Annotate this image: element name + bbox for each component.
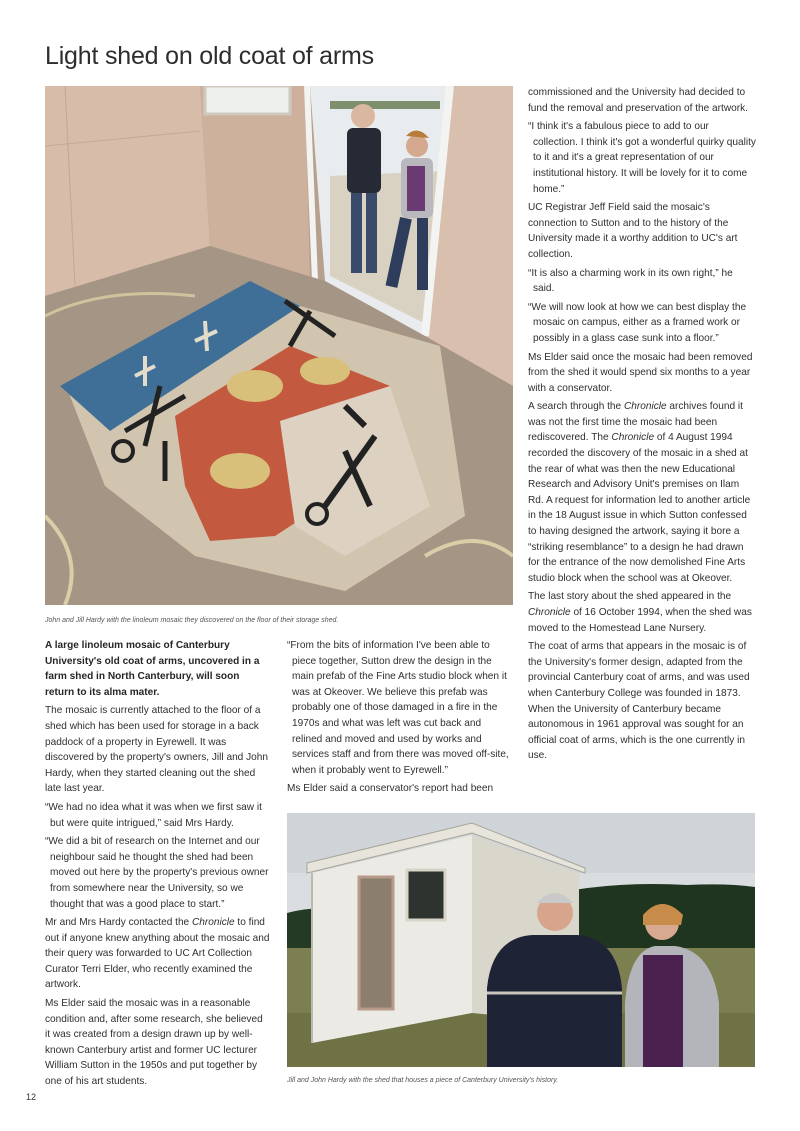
publication-name: Chronicle [528,607,571,618]
shed-photo [287,813,755,1067]
paragraph: A search through the Chronicle archives found it was not the first time the mosaic had been rediscovered. The Chronicle of 4 August 1994 recorded the discovery of the mosaic in a shed at the rear of what was then the new Educational Research and Advisory Unit's premises on Ilam Rd. A request for information led to another article in the 18 August issue in which Sutton confessed to having designed the artwork, saying it bore a “striking resemblance” to a design he had drawn for the entrance of the now demolished Fine Arts studio block when the school was at Okeover. [528,401,751,584]
quote-paragraph: “I think it's a fabulous piece to add to our collection. I think it's got a wonderful quirky quality to it and it's a great representation of our institutional history. It will be lovely for it to come home.” [528,121,756,195]
mosaic-photo [45,86,513,605]
paragraph: The mosaic is currently attached to the floor of a shed which has been used for storage in a back paddock of a property in Eyrewell. It was discovered by the property's owners, Jill and John Hardy, when they started cleaning out the shed late last year. [45,705,268,795]
article-column-2 [287,638,512,800]
page-number: 12 [26,1092,37,1102]
paragraph: Ms Elder said a conservator's report had been [287,783,494,795]
publication-name: Chronicle [611,432,655,444]
quote-paragraph: “From the bits of information I've been able to piece together, Sutton drew the design in the main prefab of the Fine Arts studio block when it was at Okeover. We believe this prefab was probably one of those damaged in a fire in the 1970s and what was left was cut back and relined and moved and used by works and services staff and from there was moved off-site, when it probably went to Eyrewell.” [287,640,509,776]
publication-name: Chronicle [191,917,235,929]
shed-caption: Jill and John Hardy with the shed that houses a piece of Canterbury University's history. [287,1077,559,1084]
paragraph: The coat of arms that appears in the mosaic is of the University's former design, adapted from the provincial Canterbury coat of arms, and was used when Canterbury College was founded in 1873. When the University of Canterbury became autonomous in 1961 approval was sought for an official coat of arms, which is the one currently in use. [528,641,750,762]
quote-paragraph: “We will now look at how we can best display the mosaic on campus, either as a framed work or possibly in a glass case sunk into a floor.” [528,301,747,344]
article-column-1 [45,638,270,1093]
paragraph: commissioned and the University had decided to fund the removal and preservation of the artwork. [528,87,748,114]
paragraph: Ms Elder said the mosaic was in a reasonable condition and, after some research, she believed it was created from a design drawn up by well-known Canterbury artist and former UC lecturer William Sutton in the 1950s and put together by one of his art students. [45,998,263,1088]
lead-paragraph: A large linoleum mosaic of Canterbury University's old coat of arms, uncovered in a farm shed in North Canterbury, will soon return to its alma mater. [45,640,260,698]
article-column-3 [528,85,756,767]
publication-name: Chronicle [623,401,667,413]
paragraph: The last story about the shed appeared in the Chronicle of 16 October 1994, when the shed was moved to the Homestead Lane Nursery. [528,591,752,634]
paragraph: Mr and Mrs Hardy contacted the Chronicle to find out if anyone knew anything about the mosaic and their query was forwarded to UC Art Collection Curator Terri Elder, who recently examined the artwork. [45,917,270,991]
quote-paragraph: “We did a bit of research on the Internet and our neighbour said he thought the shed had been moved out here by the property's previous owner from somewhere near the University, so we thought that was a good place to start.” [45,836,269,910]
quote-paragraph: “It is also a charming work in its own right,” he said. [528,267,733,295]
quote-paragraph: “We had no idea what it was when we first saw it but were quite intrigued,” said Mrs Hardy. [45,801,262,829]
paragraph: Ms Elder said once the mosaic had been removed from the shed it would spend six months to a year with a conservator. [528,351,753,394]
headline: Light shed on old coat of arms [45,42,374,70]
paragraph: UC Registrar Jeff Field said the mosaic's connection to Sutton and to the history of the University made it a worthy addition to UC's art collection. [528,202,738,260]
mosaic-caption: John and Jill Hardy with the linoleum mosaic they discovered on the floor of their storage shed. [45,617,339,624]
